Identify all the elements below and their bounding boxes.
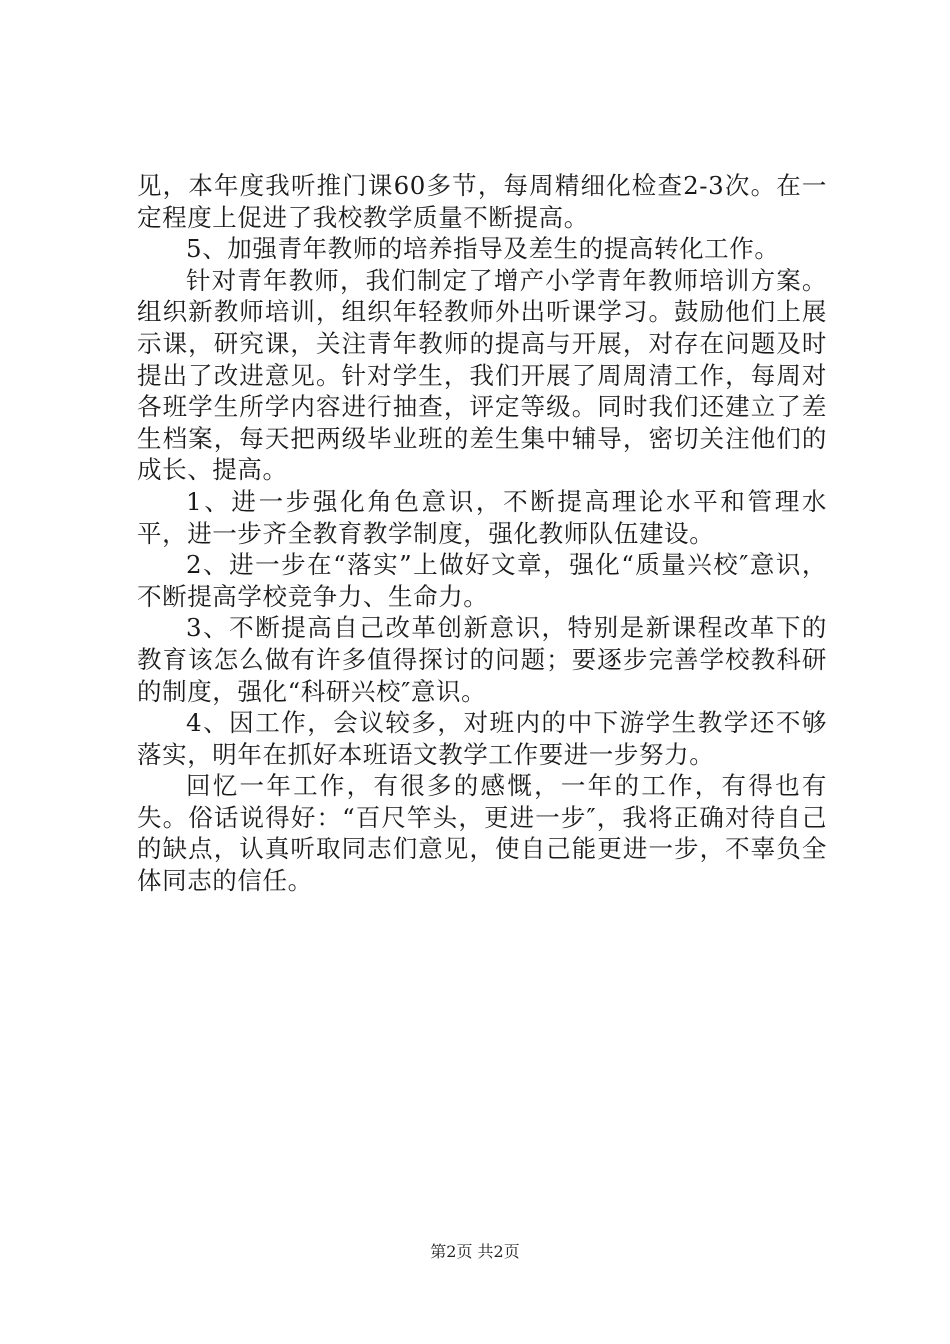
paragraph-item-2: 2、进一步在“落实”上做好文章，强化“质量兴校″意识，不断提高学校竞争力、生命力。 xyxy=(137,550,827,611)
page-footer xyxy=(0,1242,950,1262)
paragraph-item-4: 4、因工作，会议较多，对班内的中下游学生教学还不够落实，明年在抓好本班语文教学工作要进一步努力。 xyxy=(137,708,827,769)
paragraph-item-1: 1、进一步强化角色意识，不断提高理论水平和管理水平，进一步齐全教育教学制度，强化教师队伍建设。 xyxy=(137,486,827,548)
paragraph-training: 针对青年教师，我们制定了增产小学青年教师培训方案。组织新教师培训，组织年轻教师外出听课学习。鼓励他们上展示课，研究课，关注青年教师的提高与开展，对存在问题及时提出了改进意见。针对学生，我们开展了周周清工作，每周对各班学生所学内容进行抽查，评定等级。同时我们还建立了差生档案，每天把两级毕业班的差生集中辅导，密切关注他们的成长、提高。 xyxy=(137,265,827,485)
paragraph-heading-5: 5、加强青年教师的培养指导及差生的提高转化工作。 xyxy=(186,234,780,264)
document-body xyxy=(137,170,827,897)
paragraph-continuation: 见，本年度我听推门课60多节，每周精细化检查2-3次。在一定程度上促进了我校教学质量不断提高。 xyxy=(137,171,827,232)
paragraph-conclusion: 回忆一年工作，有很多的感慨，一年的工作，有得也有失。俗话说得好：“百尺竿头，更进一步″，我将正确对待自己的缺点，认真听取同志们意见，使自己能更进一步，不辜负全体同志的信任。 xyxy=(137,771,827,896)
page-number: 第2页 共2页 xyxy=(430,1242,520,1261)
paragraph-item-3: 3、不断提高自己改革创新意识，特别是新课程改革下的教育该怎么做有许多值得探讨的问题；要逐步完善学校教科研的制度，强化“科研兴校″意识。 xyxy=(137,613,827,706)
